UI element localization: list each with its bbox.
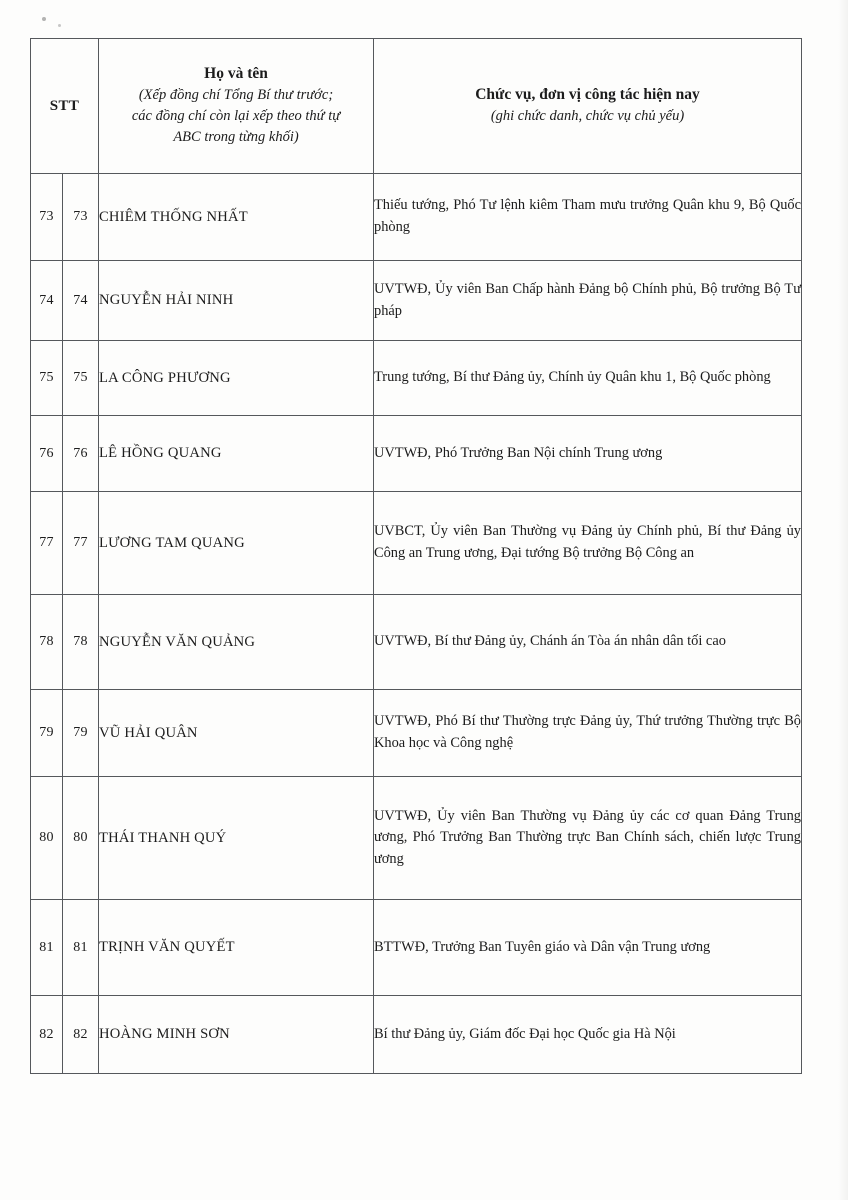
cell-name: TRỊNH VĂN QUYẾT: [99, 900, 374, 996]
column-header-name-subtitle: [99, 85, 373, 148]
column-header-name-subtitle-line: (Xếp đồng chí Tổng Bí thư trước;: [138, 86, 334, 103]
scan-speck-icon: [42, 17, 46, 21]
table-row: [31, 595, 802, 690]
personnel-table: [30, 38, 802, 1074]
table-row: [31, 261, 802, 341]
table-header: [31, 39, 802, 174]
cell-stt-secondary: 75: [63, 341, 99, 416]
cell-name: VŨ HẢI QUÂN: [99, 690, 374, 777]
column-header-duty-title: Chức vụ, đơn vị công tác hiện nay: [475, 86, 700, 104]
cell-name: CHIÊM THỐNG NHẤT: [99, 174, 374, 261]
scan-speck-icon: [58, 24, 61, 27]
cell-duty-text: UVTWĐ, Bí thư Đảng ủy, Chánh án Tòa án nhân dân tối cao: [374, 633, 726, 650]
cell-duty-text: BTTWĐ, Trưởng Ban Tuyên giáo và Dân vận Trung ương: [374, 938, 711, 955]
cell-duty: [374, 174, 802, 261]
cell-stt-primary: 73: [31, 174, 63, 261]
table-row: [31, 341, 802, 416]
cell-duty: [374, 261, 802, 341]
cell-duty-text: UVTWĐ, Phó Bí thư Thường trực Đảng ủy, Thứ trưởng Thường trực Bộ Khoa học và Công nghệ: [374, 713, 801, 751]
cell-stt-secondary: 73: [63, 174, 99, 261]
table-row: [31, 416, 802, 492]
cell-duty: [374, 492, 802, 595]
cell-stt-primary: 78: [31, 595, 63, 690]
cell-duty-text: UVTWĐ, Ủy viên Ban Thường vụ Đảng ủy các cơ quan Đảng Trung ương, Phó Trưởng Ban Thường trực Ban Chính sách, chiến lược Trung ương: [374, 807, 801, 867]
table-row: [31, 996, 802, 1074]
table-row: [31, 174, 802, 261]
table-row: [31, 777, 802, 900]
column-header-duty: [374, 39, 802, 174]
cell-stt-primary: 81: [31, 900, 63, 996]
cell-duty: [374, 341, 802, 416]
cell-stt-secondary: 79: [63, 690, 99, 777]
cell-stt-primary: 74: [31, 261, 63, 341]
cell-stt-secondary: 82: [63, 996, 99, 1074]
cell-stt-secondary: 76: [63, 416, 99, 492]
cell-stt-primary: 82: [31, 996, 63, 1074]
column-header-stt: STT: [31, 39, 99, 174]
table-row: [31, 492, 802, 595]
cell-name: NGUYỄN HẢI NINH: [99, 261, 374, 341]
table-row: [31, 690, 802, 777]
cell-stt-secondary: 80: [63, 777, 99, 900]
cell-name: NGUYỄN VĂN QUẢNG: [99, 595, 374, 690]
column-header-name: [99, 39, 374, 174]
cell-stt-secondary: 77: [63, 492, 99, 595]
column-header-name-title: Họ và tên: [204, 65, 268, 83]
cell-duty-text: UVTWĐ, Phó Trưởng Ban Nội chính Trung ương: [374, 444, 663, 461]
cell-stt-primary: 75: [31, 341, 63, 416]
column-header-name-subtitle-line: ABC trong từng khối): [173, 128, 299, 145]
cell-duty: [374, 996, 802, 1074]
table-body: [31, 174, 802, 1074]
cell-name: LƯƠNG TAM QUANG: [99, 492, 374, 595]
cell-stt-primary: 80: [31, 777, 63, 900]
cell-name: LA CÔNG PHƯƠNG: [99, 341, 374, 416]
cell-duty: [374, 595, 802, 690]
cell-stt-primary: 76: [31, 416, 63, 492]
cell-stt-secondary: 74: [63, 261, 99, 341]
cell-stt-primary: 79: [31, 690, 63, 777]
cell-stt-primary: 77: [31, 492, 63, 595]
cell-name: LÊ HỒNG QUANG: [99, 416, 374, 492]
column-header-name-subtitle-line: các đồng chí còn lại xếp theo thứ tự: [131, 107, 341, 124]
cell-stt-secondary: 81: [63, 900, 99, 996]
column-header-duty-subtitle-line: (ghi chức danh, chức vụ chủ yếu): [490, 107, 685, 124]
cell-duty: [374, 900, 802, 996]
cell-duty-text: Trung tướng, Bí thư Đảng ủy, Chính ủy Quân khu 1, Bộ Quốc phòng: [374, 369, 771, 386]
cell-duty-text: UVBCT, Ủy viên Ban Thường vụ Đảng ủy Chính phủ, Bí thư Đảng ủy Công an Trung ương, Đại tướng Bộ trưởng Bộ Công an: [374, 523, 801, 561]
header-row: [31, 39, 802, 174]
cell-duty: [374, 777, 802, 900]
cell-duty-text: Bí thư Đảng ủy, Giám đốc Đại học Quốc gia Hà Nội: [374, 1025, 676, 1042]
cell-duty: [374, 690, 802, 777]
cell-name: HOÀNG MINH SƠN: [99, 996, 374, 1074]
cell-duty-text: Thiếu tướng, Phó Tư lệnh kiêm Tham mưu trưởng Quân khu 9, Bộ Quốc phòng: [374, 197, 801, 235]
column-header-duty-subtitle: [374, 106, 801, 127]
table-row: [31, 900, 802, 996]
cell-duty: [374, 416, 802, 492]
cell-stt-secondary: 78: [63, 595, 99, 690]
cell-duty-text: UVTWĐ, Ủy viên Ban Chấp hành Đảng bộ Chính phủ, Bộ trưởng Bộ Tư pháp: [374, 280, 801, 319]
cell-name: THÁI THANH QUÝ: [99, 777, 374, 900]
